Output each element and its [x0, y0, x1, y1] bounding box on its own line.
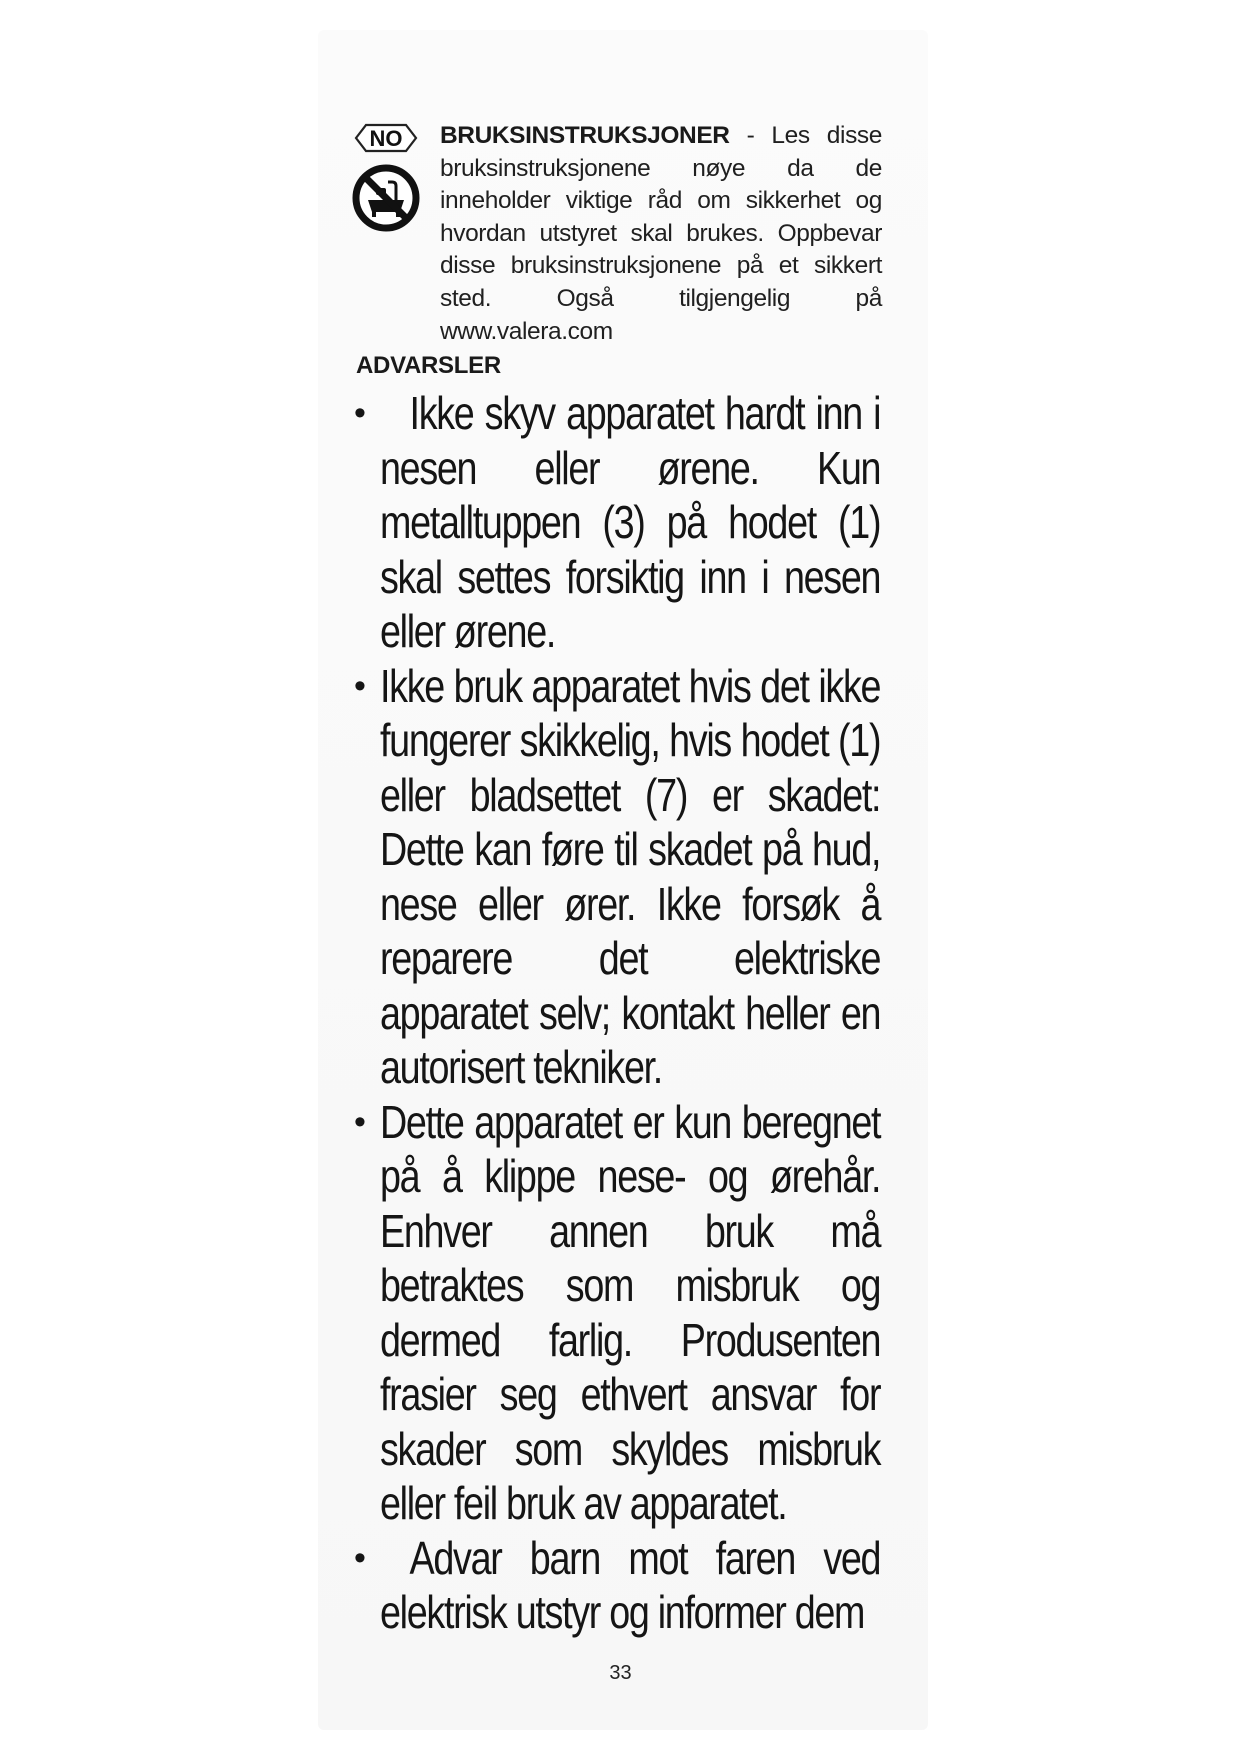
bullet-icon: •: [354, 1538, 365, 1577]
warnings-list: [354, 386, 910, 1640]
intro-text: - Les disse bruksinstruksjonene nøye da de inneholder viktige råd om sikkerhet og hvordan utstyret skal brukes. Oppbevar disse bruksinstruksjonene på et sikkert sted. Også tilgjengelig på www.valera.com: [440, 122, 882, 345]
bullet-icon: •: [354, 1102, 365, 1141]
warning-text: Ikke skyv apparatet hardt inn i nesen eller ørene. Kun metalltuppen (3) på hodet (1) skal settes forsiktig inn i nesen eller ørene.: [380, 387, 881, 657]
language-badge-icon: [352, 122, 420, 154]
language-code: NO: [369, 126, 403, 151]
bullet-icon: •: [354, 394, 365, 432]
warnings-heading: ADVARSLER: [356, 352, 501, 379]
intro-paragraph: [440, 120, 882, 348]
bullet-icon: •: [354, 666, 365, 705]
list-item: [354, 1531, 910, 1640]
list-item: [354, 1095, 910, 1531]
page-number: 33: [609, 1662, 632, 1684]
list-item: [354, 659, 910, 1095]
list-item: [354, 386, 910, 659]
warning-text: Ikke bruk apparatet hvis det ikke fungerer skikkelig, hvis hodet (1) eller bladsettet (7) er skadet: Dette kan føre til skadet på hud, nese eller ører. Ikke forsøk å reparere det elektriske apparatet selv; kontakt heller en autorisert tekniker.: [380, 659, 881, 1093]
warning-text: Dette apparatet er kun beregnet på å klippe nese- og ørehår. Enhver annen bruk må betraktes som misbruk og dermed farlig. Produsenten frasier seg ethvert ansvar for skader som skyldes misbruk eller feil bruk av apparatet.: [380, 1095, 881, 1529]
no-bathtub-icon: [352, 164, 420, 232]
instructions-title: BRUKSINSTRUKSJONER: [440, 122, 730, 149]
warning-text: Advar barn mot faren ved elektrisk utstyr og informer dem: [380, 1531, 881, 1638]
